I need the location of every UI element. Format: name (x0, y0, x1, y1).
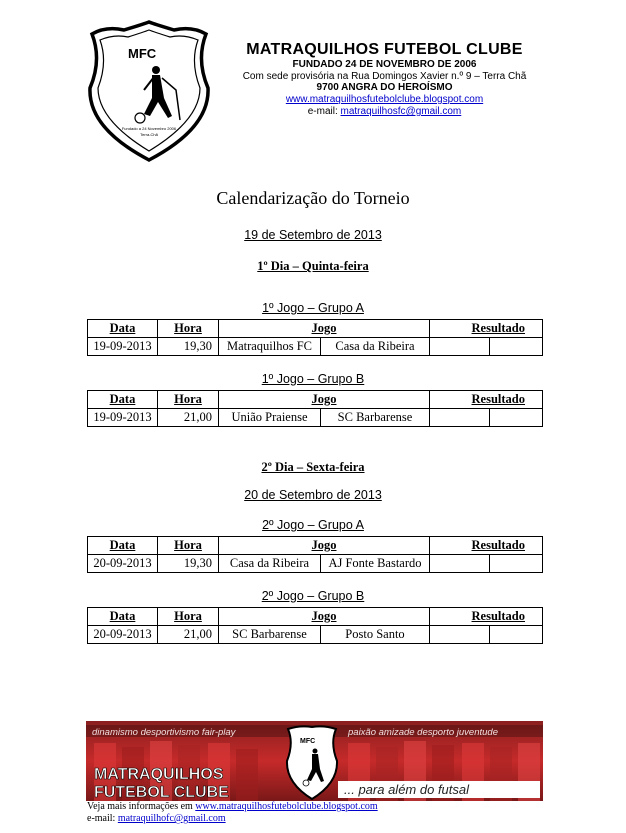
header-result: Resultado (430, 608, 543, 626)
footer-more-info: Veja mais informações em (87, 801, 193, 812)
header-time: Hora (158, 537, 219, 555)
header-result: Resultado (430, 537, 543, 555)
table-header-row (88, 537, 543, 555)
banner-tagline-left: dinamismo desportivismo fair-play (92, 727, 236, 738)
away-team: Posto Santo (321, 626, 430, 644)
home-team: União Praiense (219, 409, 321, 427)
day1-date: 19 de Setembro de 2013 (244, 228, 382, 242)
header-game: Jogo (219, 537, 430, 555)
header-time: Hora (158, 320, 219, 338)
away-score (490, 409, 543, 427)
table-row (88, 409, 543, 427)
header-result: Resultado (430, 391, 543, 409)
game-table (87, 607, 543, 644)
away-team: Casa da Ribeira (321, 338, 430, 356)
footer-email-link[interactable]: matraquilhofc@gmail.com (117, 813, 226, 824)
header-date: Data (88, 608, 158, 626)
away-score (490, 626, 543, 644)
header-game: Jogo (219, 608, 430, 626)
banner-slogan: ... para além do futsal (344, 782, 470, 797)
table-header-row (88, 391, 543, 409)
game-table (87, 319, 543, 356)
home-team: Matraquilhos FC (219, 338, 321, 356)
footer-info-line (87, 801, 378, 813)
club-address: Com sede provisória na Rua Domingos Xavier n.º 9 – Terra Chã (242, 71, 527, 82)
game-date: 20-09-2013 (88, 626, 158, 644)
home-score (430, 555, 490, 573)
header-result: Resultado (430, 320, 543, 338)
game-date: 19-09-2013 (88, 338, 158, 356)
game-date: 19-09-2013 (88, 409, 158, 427)
table-row (88, 626, 543, 644)
footer-email-label: e-mail: (87, 813, 116, 824)
header-date: Data (88, 320, 158, 338)
away-team: SC Barbarense (321, 409, 430, 427)
header-game: Jogo (219, 320, 430, 338)
game-time: 21,00 (158, 409, 219, 427)
game-date: 20-09-2013 (88, 555, 158, 573)
email-label: e-mail: (307, 106, 338, 117)
founded-date: FUNDADO 24 DE NOVEMBRO DE 2006 (292, 59, 477, 70)
day2-date: 20 de Setembro de 2013 (244, 488, 382, 502)
home-score (430, 338, 490, 356)
table-header-row (88, 320, 543, 338)
game-table (87, 390, 543, 427)
logo-caption-1: Fundado a 24 Novembro 2006 (121, 126, 177, 131)
away-team: AJ Fonte Bastardo (321, 555, 430, 573)
game-title: 2º Jogo – Grupo A (262, 518, 364, 532)
banner-name-line1: MATRAQUILHOS (94, 766, 224, 783)
club-header (222, 40, 547, 118)
game-time: 21,00 (158, 626, 219, 644)
club-logo (84, 20, 214, 162)
game-time: 19,30 (158, 555, 219, 573)
logo-caption-2: Terra-Chã (140, 132, 158, 137)
game-title: 1º Jogo – Grupo A (262, 301, 364, 315)
home-score (430, 626, 490, 644)
email-line (222, 106, 547, 118)
club-name: MATRAQUILHOS FUTEBOL CLUBE (246, 41, 523, 58)
page-title: Calendarização do Torneio (216, 188, 410, 208)
away-score (490, 338, 543, 356)
logo-text: MFC (128, 46, 157, 61)
away-score (490, 555, 543, 573)
home-team: SC Barbarense (219, 626, 321, 644)
table-row (88, 338, 543, 356)
website-link[interactable]: www.matraquilhosfutebolclube.blogspot.com (285, 94, 484, 105)
table-header-row (88, 608, 543, 626)
game-table (87, 536, 543, 573)
game-time: 19,30 (158, 338, 219, 356)
home-team: Casa da Ribeira (219, 555, 321, 573)
banner-tagline-right: paixão amizade desporto juventude (348, 727, 498, 738)
day2-label: 2º Dia – Sexta-feira (261, 460, 365, 474)
footer-email-line (87, 813, 378, 825)
club-banner (86, 721, 543, 801)
club-city: 9700 ANGRA DO HEROÍSMO (316, 82, 453, 93)
day1-label: 1º Dia – Quinta-feira (257, 259, 369, 273)
game-title: 1º Jogo – Grupo B (261, 372, 365, 386)
header-date: Data (88, 537, 158, 555)
email-link[interactable]: matraquilhosfc@gmail.com (340, 106, 462, 117)
header-time: Hora (158, 391, 219, 409)
footer (87, 801, 378, 825)
banner-name-line2: FUTEBOL CLUBE (94, 784, 229, 801)
home-score (430, 409, 490, 427)
header-date: Data (88, 391, 158, 409)
table-row (88, 555, 543, 573)
game-title: 2º Jogo – Grupo B (261, 589, 365, 603)
footer-website-link[interactable]: www.matraquilhosfutebolclube.blogspot.com (195, 801, 378, 812)
header-time: Hora (158, 608, 219, 626)
banner-logo-text: MFC (300, 738, 316, 745)
header-game: Jogo (219, 391, 430, 409)
